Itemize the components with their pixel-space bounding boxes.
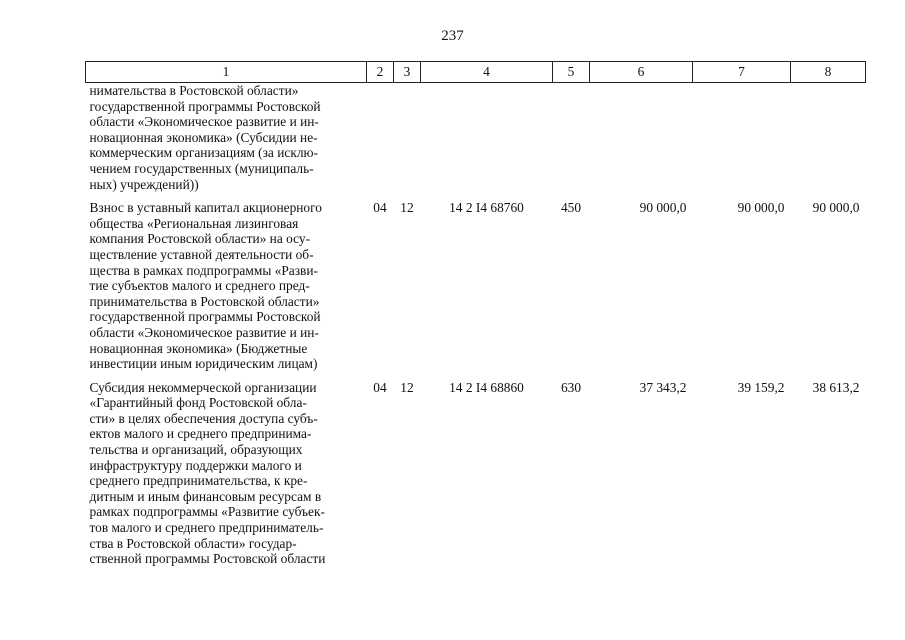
row-amount-3: [791, 83, 866, 193]
row-target-code: 14 2 I4 68860: [449, 379, 524, 395]
row-section: 04: [373, 379, 387, 395]
row-subsection: 12: [400, 200, 414, 216]
description-line: области «Экономическое развитие и ин-: [89, 114, 319, 130]
description-line: коммерческим организациям (за исклю-: [89, 145, 318, 161]
description-line: Взнос в уставный капитал акционерного: [89, 200, 322, 216]
description-line: ектов малого и среднего предпринима-: [89, 426, 312, 442]
description-line: ществление уставной деятельности об-: [89, 246, 314, 262]
row-target-code: [421, 83, 553, 193]
row-amount-2: 39 159,2: [737, 379, 785, 395]
budget-table: [85, 61, 866, 567]
description-line: щества в рамках подпрограммы «Разви-: [89, 262, 318, 278]
description-line: тов малого и среднего предприниматель-: [89, 520, 324, 536]
row-amount-3: 90 000,0: [812, 200, 860, 216]
description-line: дитным и иным финансовым ресурсам в: [89, 488, 322, 504]
row-section: [367, 83, 394, 193]
row-section: 04: [373, 200, 387, 216]
table-header-row: [86, 62, 866, 83]
row-amount-1: 37 343,2: [639, 379, 687, 395]
description-line: ственной программы Ростовской области: [89, 551, 326, 567]
row-target-code: 14 2 I4 68760: [449, 200, 524, 216]
description-line: рамках подпрограммы «Развитие субъек-: [89, 504, 325, 520]
description-line: новационная экономика» (Субсидии не-: [89, 129, 318, 145]
description-line: общества «Региональная лизинговая: [89, 215, 299, 231]
row-amount-2: [693, 83, 791, 193]
description-line: тельства и организаций, образующих: [89, 442, 303, 458]
description-line: государственной программы Ростовской: [89, 98, 321, 114]
description-line: тие субъектов малого и среднего пред-: [89, 278, 310, 294]
description-line: новационная экономика» (Бюджетные: [89, 340, 308, 356]
description-line: инвестиции иным юридическим лицам): [89, 356, 318, 372]
header-col-7: 7: [693, 62, 791, 83]
header-col-2: 2: [367, 62, 394, 83]
description-line: сти» в целях обеспечения доступа субъ-: [89, 410, 318, 426]
row-amount-1: 90 000,0: [639, 200, 687, 216]
header-col-1: 1: [86, 62, 367, 83]
page-number: 237: [441, 28, 464, 44]
row-subsection: 12: [400, 379, 414, 395]
row-expense-type: 450: [560, 200, 582, 216]
row-description: [86, 192, 367, 372]
description-line: принимательства в Ростовской области»: [89, 293, 320, 309]
description-line: «Гарантийный фонд Ростовской обла-: [89, 395, 307, 411]
row-expense-type: [553, 83, 590, 193]
description-line: ных) учреждений)): [89, 176, 199, 192]
description-line: Субсидия некоммерческой организации: [89, 379, 317, 395]
header-col-5: 5: [553, 62, 590, 83]
row-amount-1: [590, 83, 693, 193]
row-subsection: [394, 83, 421, 193]
description-line: области «Экономическое развитие и ин-: [89, 324, 319, 340]
table-row: [86, 83, 866, 193]
header-col-6: 6: [590, 62, 693, 83]
row-amount-2: 90 000,0: [737, 200, 785, 216]
header-col-8: 8: [791, 62, 866, 83]
row-description: [86, 372, 367, 567]
header-col-4: 4: [421, 62, 553, 83]
description-line: инфраструктуру поддержки малого и: [89, 457, 302, 473]
row-amount-3: 38 613,2: [812, 379, 860, 395]
description-line: чением государственных (муниципаль-: [89, 160, 314, 176]
description-line: государственной программы Ростовской: [89, 309, 321, 325]
description-line: компания Ростовской области» на осу-: [89, 231, 311, 247]
header-col-3: 3: [394, 62, 421, 83]
description-line: ства в Ростовской области» государ-: [89, 535, 297, 551]
table-row: [86, 192, 866, 372]
table-row: [86, 372, 866, 567]
description-line: среднего предпринимательства, к кре-: [89, 473, 308, 489]
row-expense-type: 630: [560, 379, 582, 395]
row-description: [86, 83, 367, 193]
description-line: нимательства в Ростовской области»: [89, 83, 299, 98]
